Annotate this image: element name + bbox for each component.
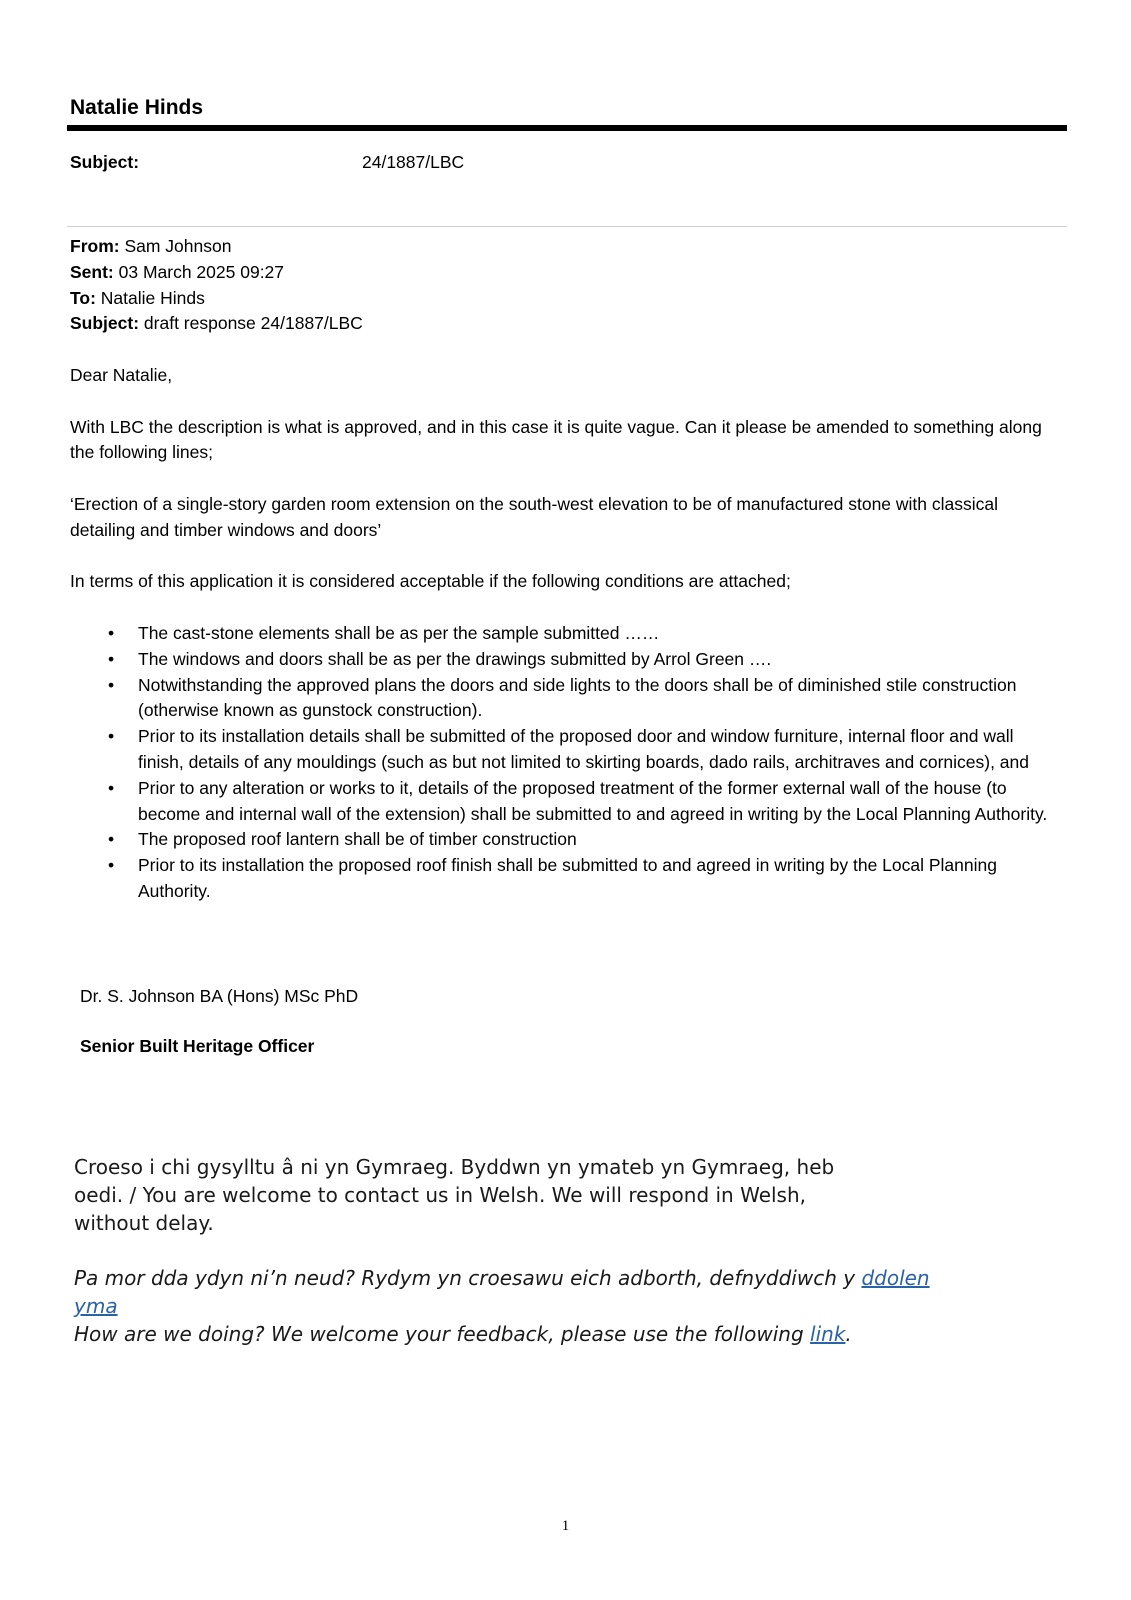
condition-text: Notwithstanding the approved plans the doors and side lights to the doors shall be of diminished stile construction (otherwise known as gunstock construction). [138, 674, 1017, 721]
spacer [70, 337, 1060, 363]
to-label: To: [70, 287, 96, 308]
feedback-english-end: . [845, 1322, 852, 1346]
condition-item [108, 647, 1060, 673]
intro-paragraph: With LBC the description is what is approved, and in this case it is quite vague. Can it please be amended to something along the following lines; [70, 416, 1042, 463]
feedback-english-link[interactable]: link [810, 1322, 846, 1346]
proposed-description: ‘Erection of a single-story garden room extension on the south-west elevation to be of manufactured stone with classical detailing and timber windows and doors’ [70, 493, 999, 540]
bullet-icon: • [108, 674, 115, 695]
feedback-english-line [74, 1320, 974, 1348]
print-subject-value: 24/1887/LBC [362, 152, 465, 172]
spacer [70, 544, 1060, 570]
condition-text: Prior to any alteration or works to it, details of the proposed treatment of the former external wall of the house (to become and internal wall of the extension) shall be submitted to and agreed in writing by the Local Planning Authority. [138, 777, 1048, 824]
condition-text: Prior to its installation the proposed roof finish shall be submitted to and agreed in writing by the Local Planning Authority. [138, 855, 997, 901]
signature-name: Dr. S. Johnson BA (Hons) MSc PhD [80, 986, 359, 1006]
to-line [70, 286, 1060, 312]
bullet-icon: • [108, 726, 115, 747]
bullet-icon: • [108, 829, 115, 850]
header-divider [67, 125, 1067, 131]
spacer [70, 466, 1060, 492]
bullet-icon: • [108, 855, 115, 876]
subject-line [70, 311, 1060, 337]
condition-item [108, 853, 1060, 905]
feedback-english-text: How are we doing? We welcome your feedback, please use the following [74, 1322, 804, 1346]
spacer [70, 595, 1060, 621]
mailbox-owner-name: Natalie Hinds [70, 96, 204, 119]
bullet-icon: • [108, 648, 115, 669]
sent-line [70, 260, 1060, 286]
condition-text: The windows and doors shall be as per the drawings submitted by Arrol Green …. [138, 648, 772, 669]
message-divider [67, 226, 1067, 227]
feedback-welsh-text: Pa mor dda ydyn ni’n neud? Rydym yn croesawu eich adborth, defnyddiwch y [74, 1266, 856, 1290]
feedback-welsh-line [74, 1264, 974, 1320]
condition-item [108, 724, 1060, 776]
conditions-intro: In terms of this application it is considered acceptable if the following conditions are attached; [70, 571, 791, 592]
from-line [70, 234, 1060, 260]
print-subject-label: Subject: [70, 152, 140, 172]
subject-label: Subject: [70, 313, 140, 334]
to-value: Natalie Hinds [100, 287, 205, 308]
conditions-list [70, 621, 1060, 905]
condition-item [108, 827, 1060, 853]
bullet-icon: • [108, 622, 115, 643]
subject-value: draft response 24/1887/LBC [143, 313, 363, 334]
condition-text: Prior to its installation details shall be submitted of the proposed door and window furniture, internal floor and wall finish, details of any mouldings (such as but not limited to skirting boards, dado rails, architraves and cornices), and [138, 726, 1030, 772]
condition-item [108, 621, 1060, 647]
page-number: 1 [561, 1518, 570, 1534]
feedback-welsh-link[interactable]: ddolen yma [74, 1266, 930, 1318]
bullet-icon: • [108, 777, 115, 798]
from-value: Sam Johnson [124, 236, 232, 256]
feedback-block [74, 1264, 974, 1348]
signature-title: Senior Built Heritage Officer [80, 1036, 315, 1056]
email-body [70, 234, 1060, 905]
condition-text: The proposed roof lantern shall be of timber construction [138, 829, 577, 850]
welsh-language-notice: Croeso i chi gysylltu â ni yn Gymraeg. Byddwn yn ymateb yn Gymraeg, heb oedi. / You are welcome to contact us in Welsh. We will respond in Welsh, without delay. [74, 1155, 835, 1235]
sent-label: Sent: [70, 261, 114, 282]
condition-text: The cast-stone elements shall be as per the sample submitted …… [138, 622, 660, 643]
sent-value: 03 March 2025 09:27 [118, 261, 285, 282]
condition-item [108, 673, 1060, 725]
spacer [70, 389, 1060, 415]
condition-item [108, 776, 1060, 828]
greeting: Dear Natalie, [70, 364, 173, 385]
from-label: From: [70, 236, 120, 256]
